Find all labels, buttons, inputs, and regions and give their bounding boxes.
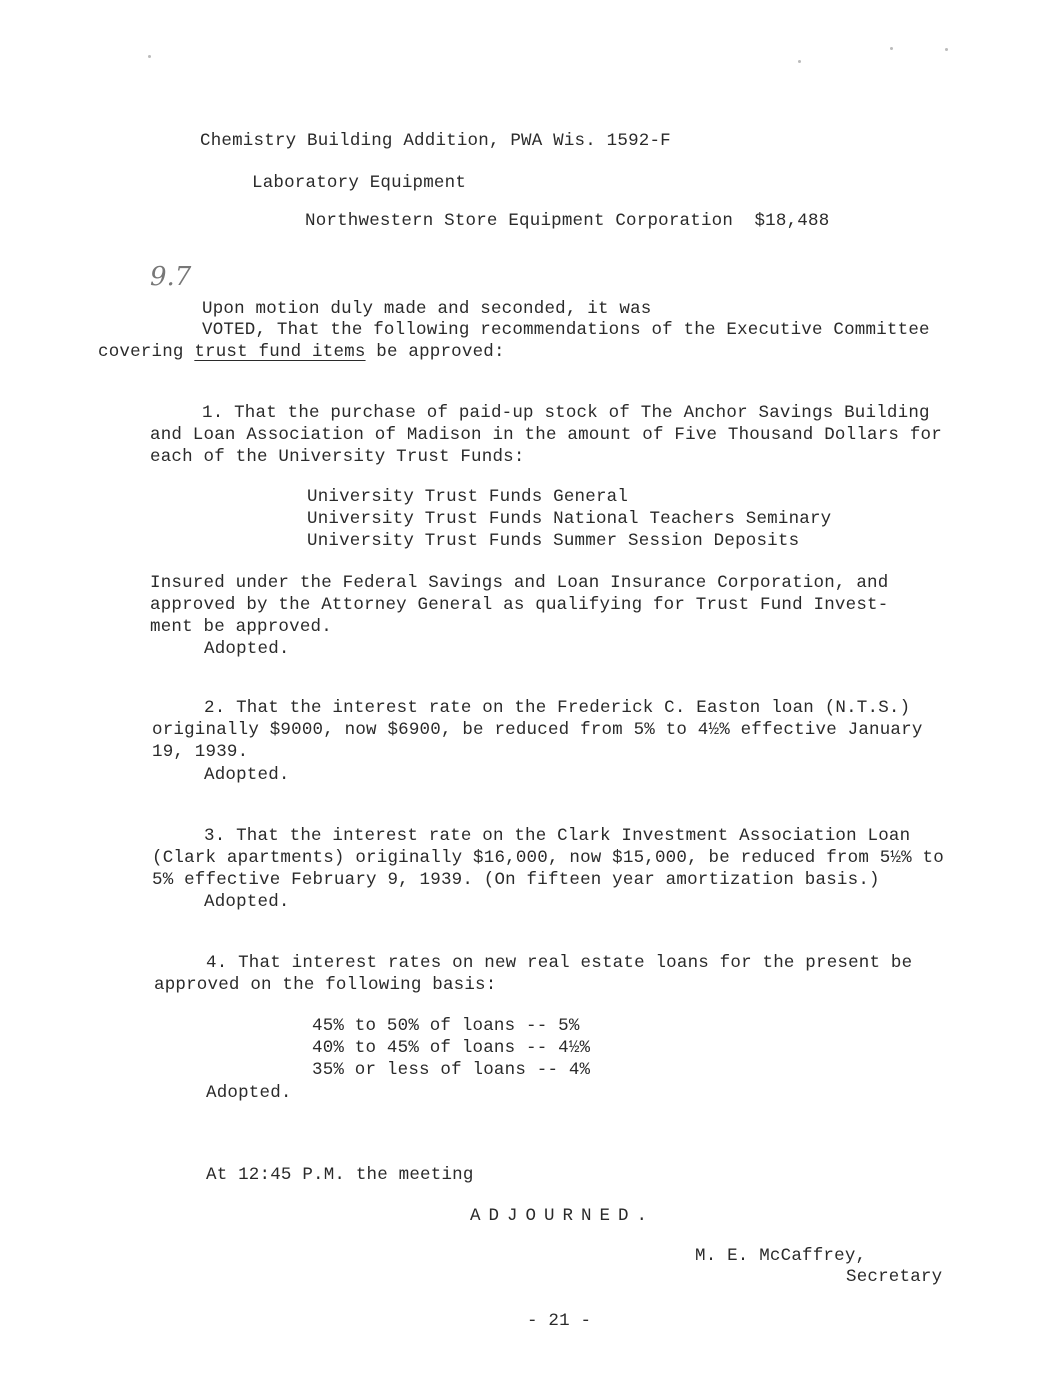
item-1-line-2: and Loan Association of Madison in the amount of Five Thousand Dollars for bbox=[150, 425, 942, 445]
fund-list-item: University Trust Funds Summer Session Deposits bbox=[307, 531, 800, 551]
scan-speck bbox=[890, 47, 893, 50]
motion-text: covering bbox=[98, 342, 195, 362]
item-title: Laboratory Equipment bbox=[252, 173, 467, 193]
item-1-line-5: approved by the Attorney General as qualifying for Trust Fund Invest- bbox=[150, 595, 889, 615]
adopted-label: Adopted. bbox=[204, 639, 290, 659]
item-1-line-4: Insured under the Federal Savings and Loan Insurance Corporation, and bbox=[150, 573, 889, 593]
item-1-line-6: ment be approved. bbox=[150, 617, 332, 637]
adopted-label: Adopted. bbox=[204, 892, 290, 912]
item-1-line-3: each of the University Trust Funds: bbox=[150, 447, 525, 467]
handwritten-margin-note: 9.7 bbox=[150, 262, 192, 292]
item-2-line-2: originally $9000, now $6900, be reduced from 5% to 4½% effective January bbox=[152, 720, 923, 740]
adopted-label: Adopted. bbox=[204, 765, 290, 785]
item-3-line-3: 5% effective February 9, 1939. (On fifteen year amortization basis.) bbox=[152, 870, 880, 890]
adopted-label: Adopted. bbox=[206, 1083, 292, 1103]
item-1-line-1: 1. That the purchase of paid-up stock of The Anchor Savings Building bbox=[202, 403, 930, 423]
secretary-signature: M. E. McCaffrey, bbox=[695, 1246, 867, 1266]
motion-line-3 bbox=[98, 341, 505, 363]
page-number: - 21 - bbox=[527, 1311, 592, 1331]
rate-list-item: 40% to 45% of loans -- 4½% bbox=[312, 1038, 591, 1058]
adjournment-time: At 12:45 P.M. the meeting bbox=[206, 1165, 474, 1185]
item-3-line-1: 3. That the interest rate on the Clark Investment Association Loan bbox=[204, 826, 911, 846]
item-2-line-1: 2. That the interest rate on the Frederick C. Easton loan (N.T.S.) bbox=[204, 698, 911, 718]
fund-list-item: University Trust Funds General bbox=[307, 487, 629, 507]
item-3-line-2: (Clark apartments) originally $16,000, now $15,000, be reduced from 5½% to bbox=[152, 848, 944, 868]
contractor-name bbox=[305, 210, 829, 232]
adjourned-heading: ADJOURNED. bbox=[470, 1206, 656, 1226]
scan-speck bbox=[945, 48, 948, 51]
scan-speck bbox=[798, 60, 801, 63]
motion-line-2: VOTED, That the following recommendations of the Executive Committee bbox=[202, 320, 930, 340]
project-title: Chemistry Building Addition, PWA Wis. 1592-F bbox=[200, 131, 671, 151]
contract-amount: $18,488 bbox=[754, 211, 830, 231]
scan-speck bbox=[148, 55, 151, 58]
motion-line-1: Upon motion duly made and seconded, it was bbox=[202, 299, 652, 319]
underlined-phrase: trust fund items bbox=[194, 342, 366, 362]
secretary-title: Secretary bbox=[846, 1267, 943, 1287]
item-2-line-3: 19, 1939. bbox=[152, 742, 249, 762]
rate-list-item: 35% or less of loans -- 4% bbox=[312, 1060, 591, 1080]
fund-list-item: University Trust Funds National Teachers Seminary bbox=[307, 509, 832, 529]
item-4-line-1: 4. That interest rates on new real estate loans for the present be bbox=[206, 953, 913, 973]
motion-text: be approved: bbox=[365, 342, 505, 362]
rate-list-item: 45% to 50% of loans -- 5% bbox=[312, 1016, 580, 1036]
item-4-line-2: approved on the following basis: bbox=[154, 975, 497, 995]
contractor-label: Northwestern Store Equipment Corporation bbox=[305, 211, 734, 231]
